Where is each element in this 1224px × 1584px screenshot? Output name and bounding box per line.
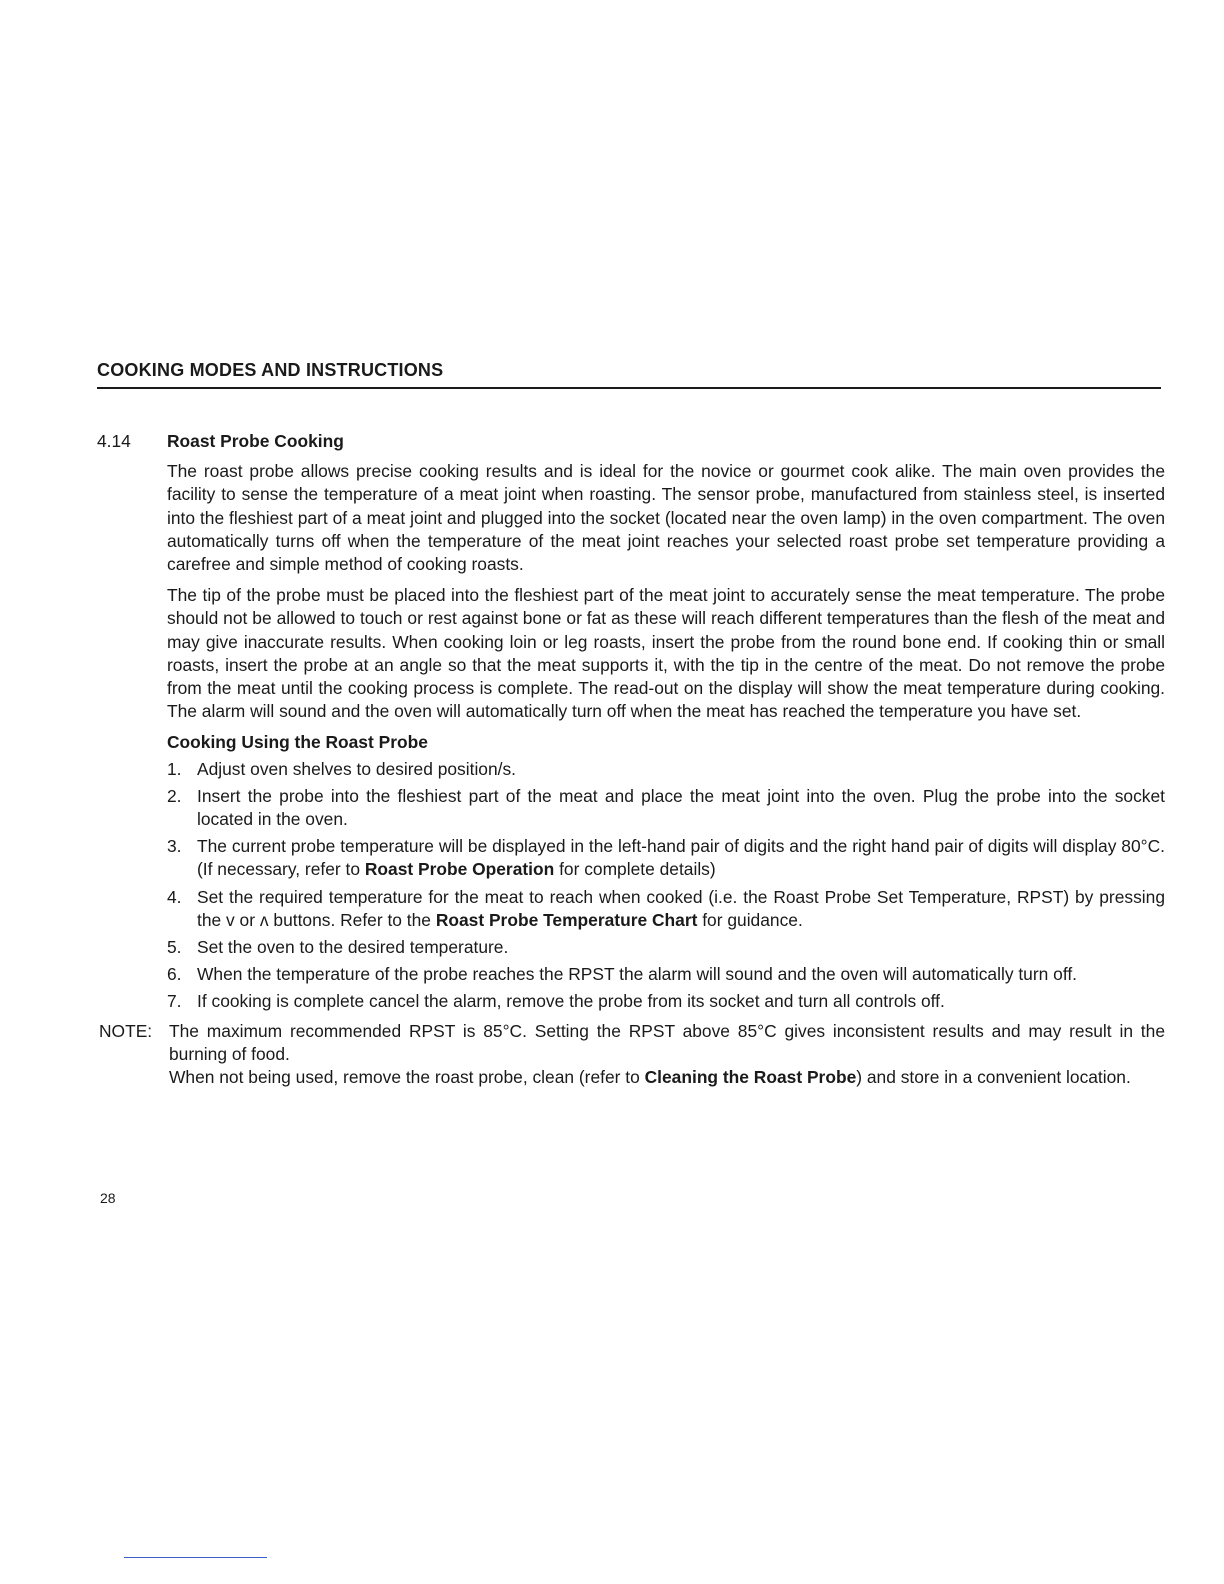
main-content xyxy=(97,430,1165,1089)
step-number: 7. xyxy=(167,991,182,1012)
step-item xyxy=(167,835,1165,881)
section-number: 4.14 xyxy=(97,431,131,451)
step-number: 5. xyxy=(167,937,182,958)
note-text-part: ) and store in a convenient location. xyxy=(856,1067,1131,1088)
note-block xyxy=(97,1020,1165,1090)
step-text-part: for complete details) xyxy=(554,859,716,880)
section-header: COOKING MODES AND INSTRUCTIONS xyxy=(97,360,1161,389)
step-text-part: The current probe temperature will be displayed in the left-hand pair of digits and the right hand pair of digits will display 80°C. (If necessary, refer to xyxy=(197,836,1165,880)
note-label: NOTE: xyxy=(99,1020,153,1041)
step-text: Set the oven to the desired temperature. xyxy=(197,937,509,958)
step-text: When the temperature of the probe reaches the RPST the alarm will sound and the oven will automatically turn off. xyxy=(197,964,1077,985)
step-number: 6. xyxy=(167,964,182,985)
section-body xyxy=(167,460,1165,1013)
step-item xyxy=(167,936,1165,959)
step-text-part: buttons. Refer to the xyxy=(268,909,436,930)
note-text-part: When not being used, remove the roast probe, clean (refer to xyxy=(169,1067,645,1088)
step-number: 4. xyxy=(167,886,182,907)
cross-reference: Roast Probe Temperature Chart xyxy=(435,909,698,930)
cross-reference: Roast Probe Operation xyxy=(364,859,555,880)
intro-paragraph: The roast probe allows precise cooking results and is ideal for the novice or gourmet cook alike. The main oven provides the facility to sense the temperature of a meat joint when roasting. The sensor probe, manufactured from stainless steel, is inserted into the fleshiest part of a meat joint and plugged into the socket (located near the oven lamp) in the oven compartment. The oven automatically turns off when the temperature of the meat joint reaches your selected roast probe set temperature providing a carefree and simple method of cooking roasts. xyxy=(167,461,1165,575)
step-text xyxy=(197,835,1165,881)
step-item xyxy=(167,886,1165,932)
step-number: 1. xyxy=(167,758,182,779)
note-line xyxy=(169,1066,1165,1089)
note-line: The maximum recommended RPST is 85°C. Setting the RPST above 85°C gives inconsistent results and may result in the burning of food. xyxy=(169,1020,1165,1064)
step-item xyxy=(167,963,1165,986)
divider xyxy=(124,1557,267,1558)
step-number: 2. xyxy=(167,785,182,806)
step-text: Insert the probe into the fleshiest part of the meat and place the meat joint into the oven. Plug the probe into the socket located in the oven. xyxy=(197,785,1165,830)
note-body xyxy=(169,1020,1165,1090)
down-button-symbol: v xyxy=(226,909,235,930)
step-item xyxy=(167,758,1165,781)
step-item xyxy=(167,785,1165,831)
up-button-symbol: ʌ xyxy=(259,909,269,930)
step-text: If cooking is complete cancel the alarm, remove the probe from its socket and turn all controls off. xyxy=(197,991,945,1012)
step-text-part: Set the required temperature for the meat to reach when cooked (i.e. the Roast Probe Set Temperature, RPST) by pressing the xyxy=(197,886,1165,930)
steps-subheading: Cooking Using the Roast Probe xyxy=(167,732,428,753)
cross-reference: Cleaning the Roast Probe xyxy=(644,1067,857,1088)
page-number: 28 xyxy=(100,1190,116,1206)
step-number: 3. xyxy=(167,836,182,857)
step-item xyxy=(167,990,1165,1013)
section-title: Roast Probe Cooking xyxy=(167,431,344,451)
step-text-part: for guidance. xyxy=(697,909,803,930)
step-text: Adjust oven shelves to desired position/s. xyxy=(197,758,517,779)
steps-list xyxy=(167,758,1165,1014)
section-heading xyxy=(97,430,1165,453)
step-text-part: or xyxy=(234,909,260,930)
step-text xyxy=(197,886,1165,932)
probe-placement-paragraph: The tip of the probe must be placed into the fleshiest part of the meat joint to accurately sense the meat temperature. The probe should not be allowed to touch or rest against bone or fat as these will reach different temperatures than the flesh of the meat and may give inaccurate results. When cooking loin or leg roasts, insert the probe from the round bone end. If cooking thin or small roasts, insert the probe at an angle so that the meat supports it, with the tip in the centre of the meat. Do not remove the probe from the meat until the cooking process is complete. The read-out on the display will show the meat temperature during cooking. The alarm will sound and the oven will automatically turn off when the meat has reached the temperature you have set. xyxy=(167,585,1165,722)
